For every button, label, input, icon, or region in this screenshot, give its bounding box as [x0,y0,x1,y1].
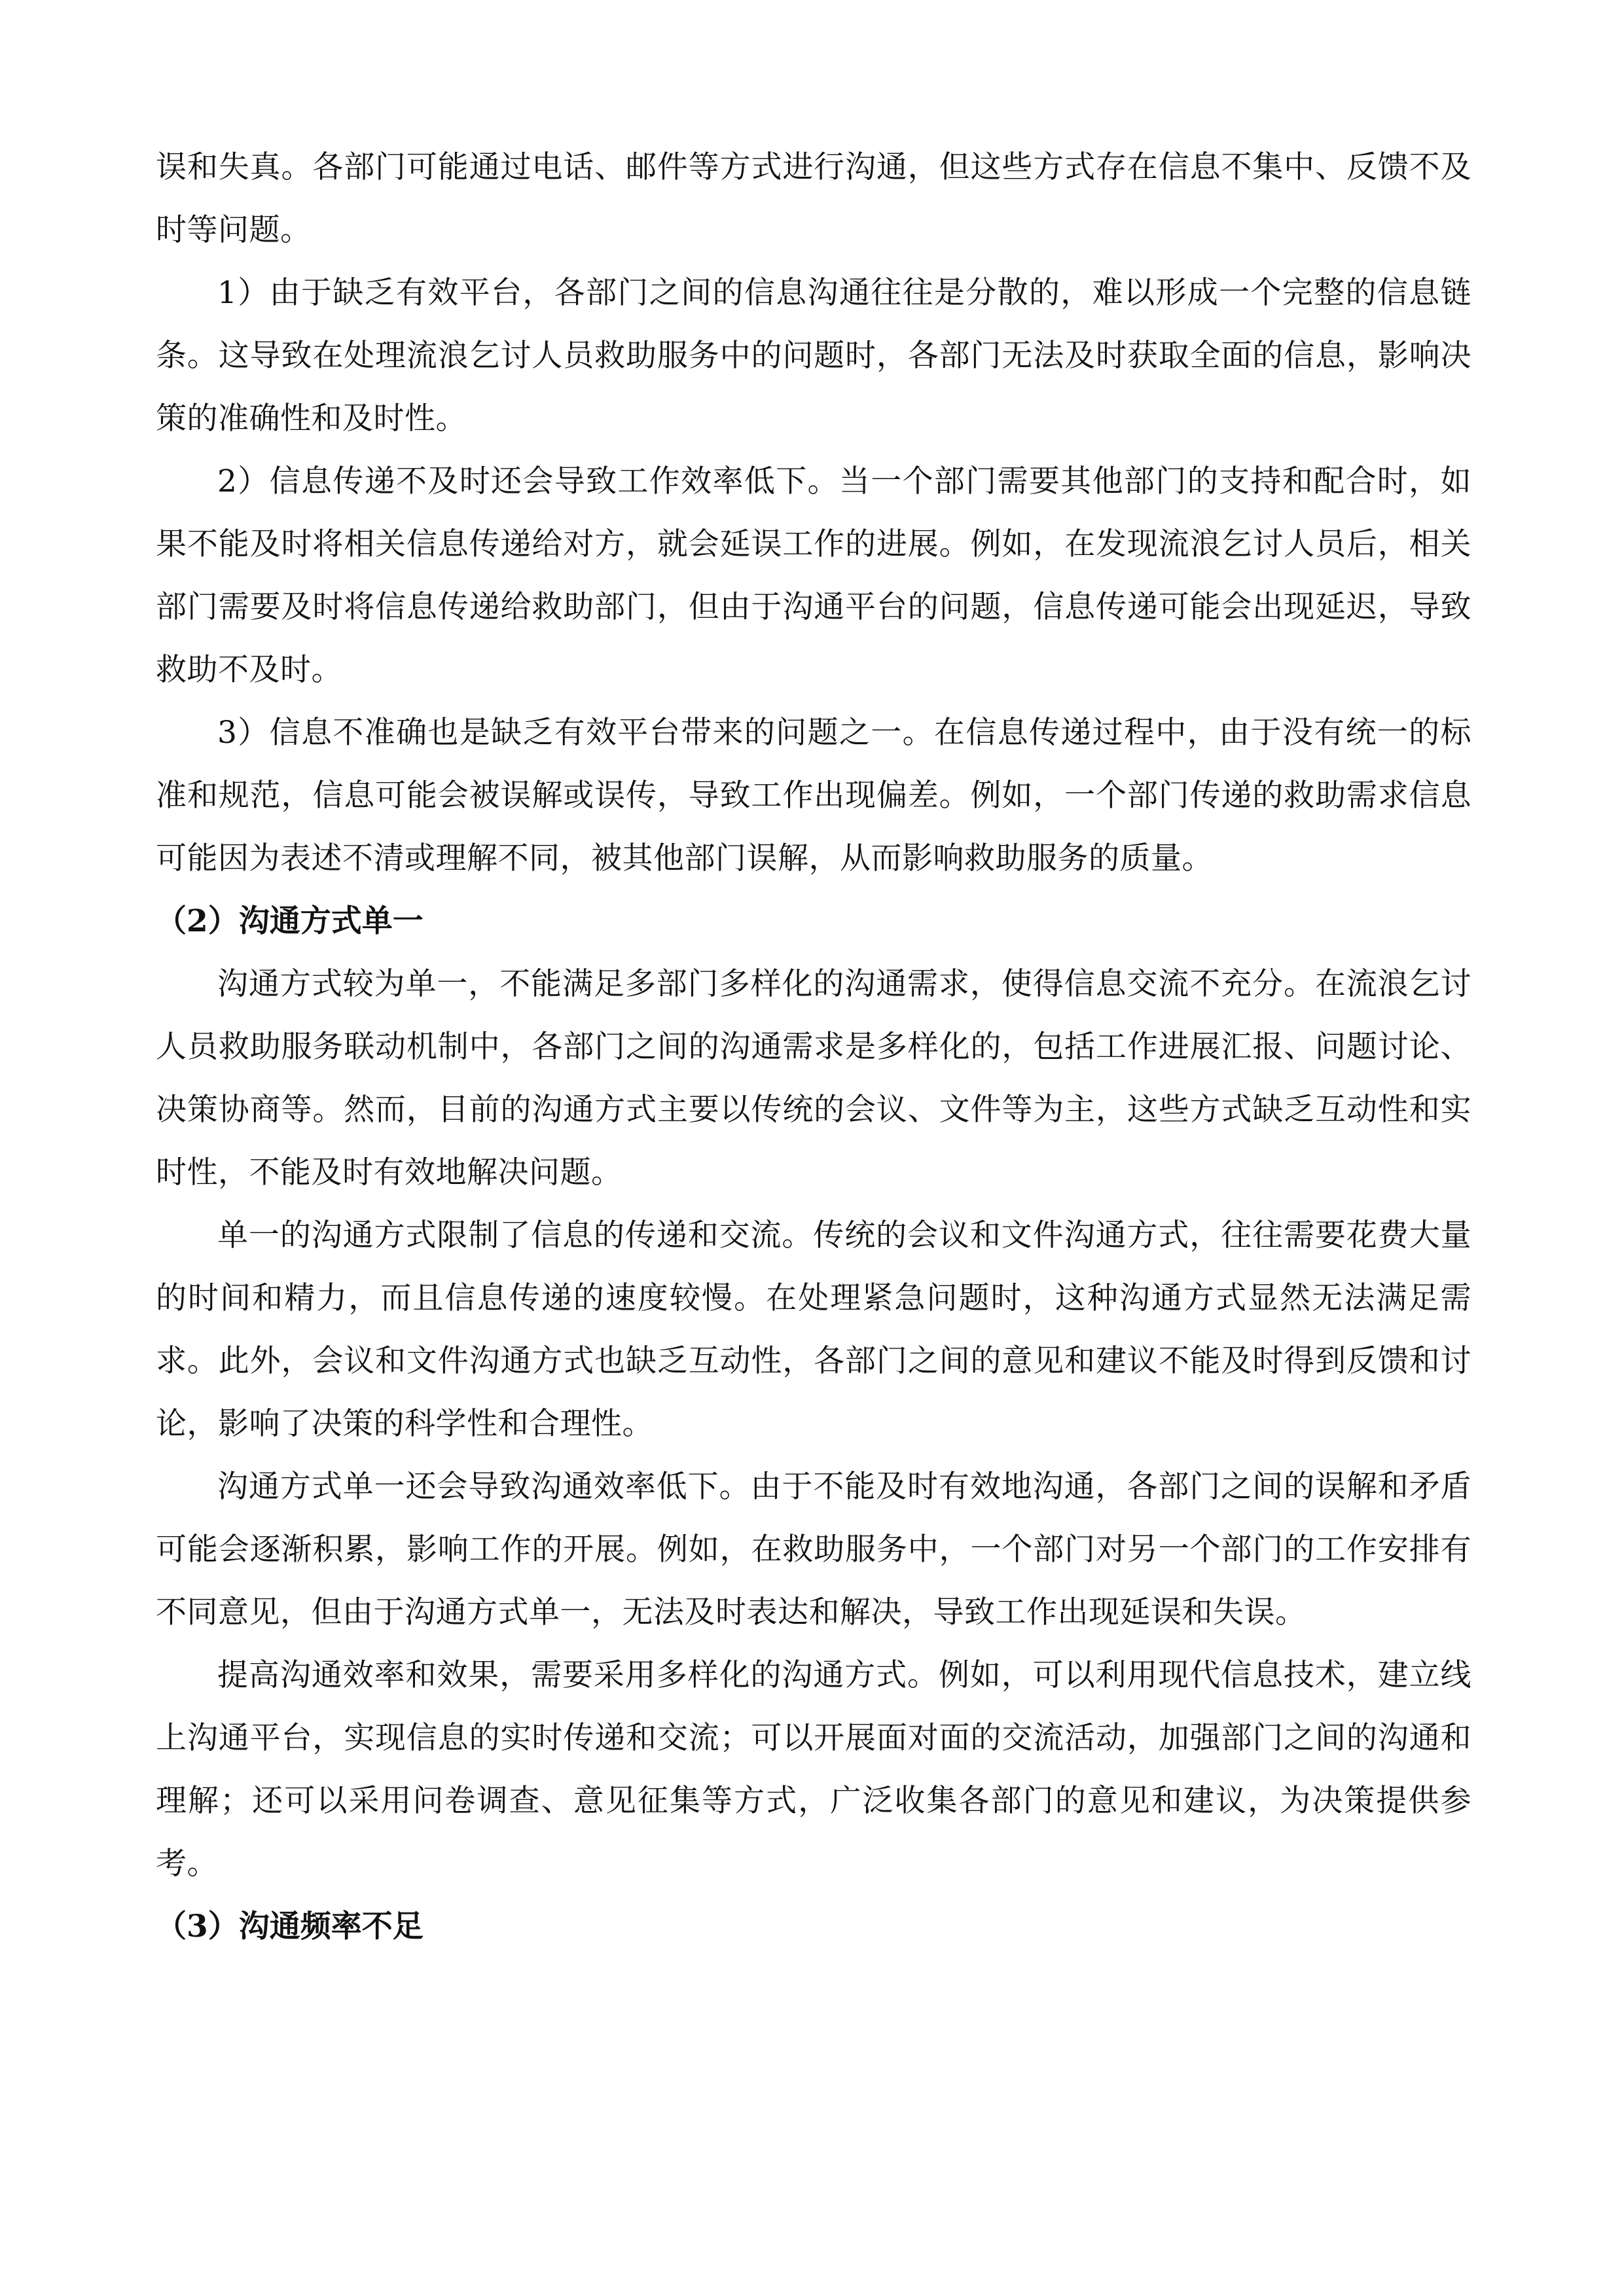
body-text [156,136,1471,1958]
paragraph-point-1: 1）由于缺乏有效平台，各部门之间的信息沟通往往是分散的，难以形成一个完整的信息链条。这导致在处理流浪乞讨人员救助服务中的问题时，各部门无法及时获取全面的信息，影响决策的准确性和及时性。 [156,275,1471,437]
paragraph: 提高沟通效率和效果，需要采用多样化的沟通方式。例如，可以利用现代信息技术，建立线上沟通平台，实现信息的实时传递和交流；可以开展面对面的交流活动，加强部门之间的沟通和理解；还可以采用问卷调查、意见征集等方式，广泛收集各部门的意见和建议，为决策提供参考。 [156,1657,1471,1882]
paragraph: 单一的沟通方式限制了信息的传递和交流。传统的会议和文件沟通方式，往往需要花费大量的时间和精力，而且信息传递的速度较慢。在处理紧急问题时，这种沟通方式显然无法满足需求。此外，会议和文件沟通方式也缺乏互动性，各部门之间的意见和建议不能及时得到反馈和讨论，影响了决策的科学性和合理性。 [156,1217,1471,1442]
paragraph: 沟通方式单一还会导致沟通效率低下。由于不能及时有效地沟通，各部门之间的误解和矛盾可能会逐渐积累，影响工作的开展。例如，在救助服务中，一个部门对另一个部门的工作安排有不同意见，但由于沟通方式单一，无法及时表达和解决，导致工作出现延误和失误。 [156,1469,1471,1630]
paragraph: 沟通方式较为单一，不能满足多部门多样化的沟通需求，使得信息交流不充分。在流浪乞讨人员救助服务联动机制中，各部门之间的沟通需求是多样化的，包括工作进展汇报、问题讨论、决策协商等。然而，目前的沟通方式主要以传统的会议、文件等为主，这些方式缺乏互动性和实时性，不能及时有效地解决问题。 [156,966,1471,1191]
paragraph-continuation: 误和失真。各部门可能通过电话、邮件等方式进行沟通，但这些方式存在信息不集中、反馈不及时等问题。 [156,149,1471,248]
paragraph-point-3: 3）信息不准确也是缺乏有效平台带来的问题之一。在信息传递过程中，由于没有统一的标准和规范，信息可能会被误解或误传，导致工作出现偏差。例如，一个部门传递的救助需求信息可能因为表述不清或理解不同，被其他部门误解，从而影响救助服务的质量。 [156,715,1471,876]
section-heading-3: （3）沟通频率不足 [156,1909,424,1945]
paragraph-point-2: 2）信息传递不及时还会导致工作效率低下。当一个部门需要其他部门的支持和配合时，如果不能及时将相关信息传递给对方，就会延误工作的进展。例如，在发现流浪乞讨人员后，相关部门需要及时将信息传递给救助部门，但由于沟通平台的问题，信息传递可能会出现延迟，导致救助不及时。 [156,463,1471,688]
section-heading-2: （2）沟通方式单一 [156,903,424,939]
